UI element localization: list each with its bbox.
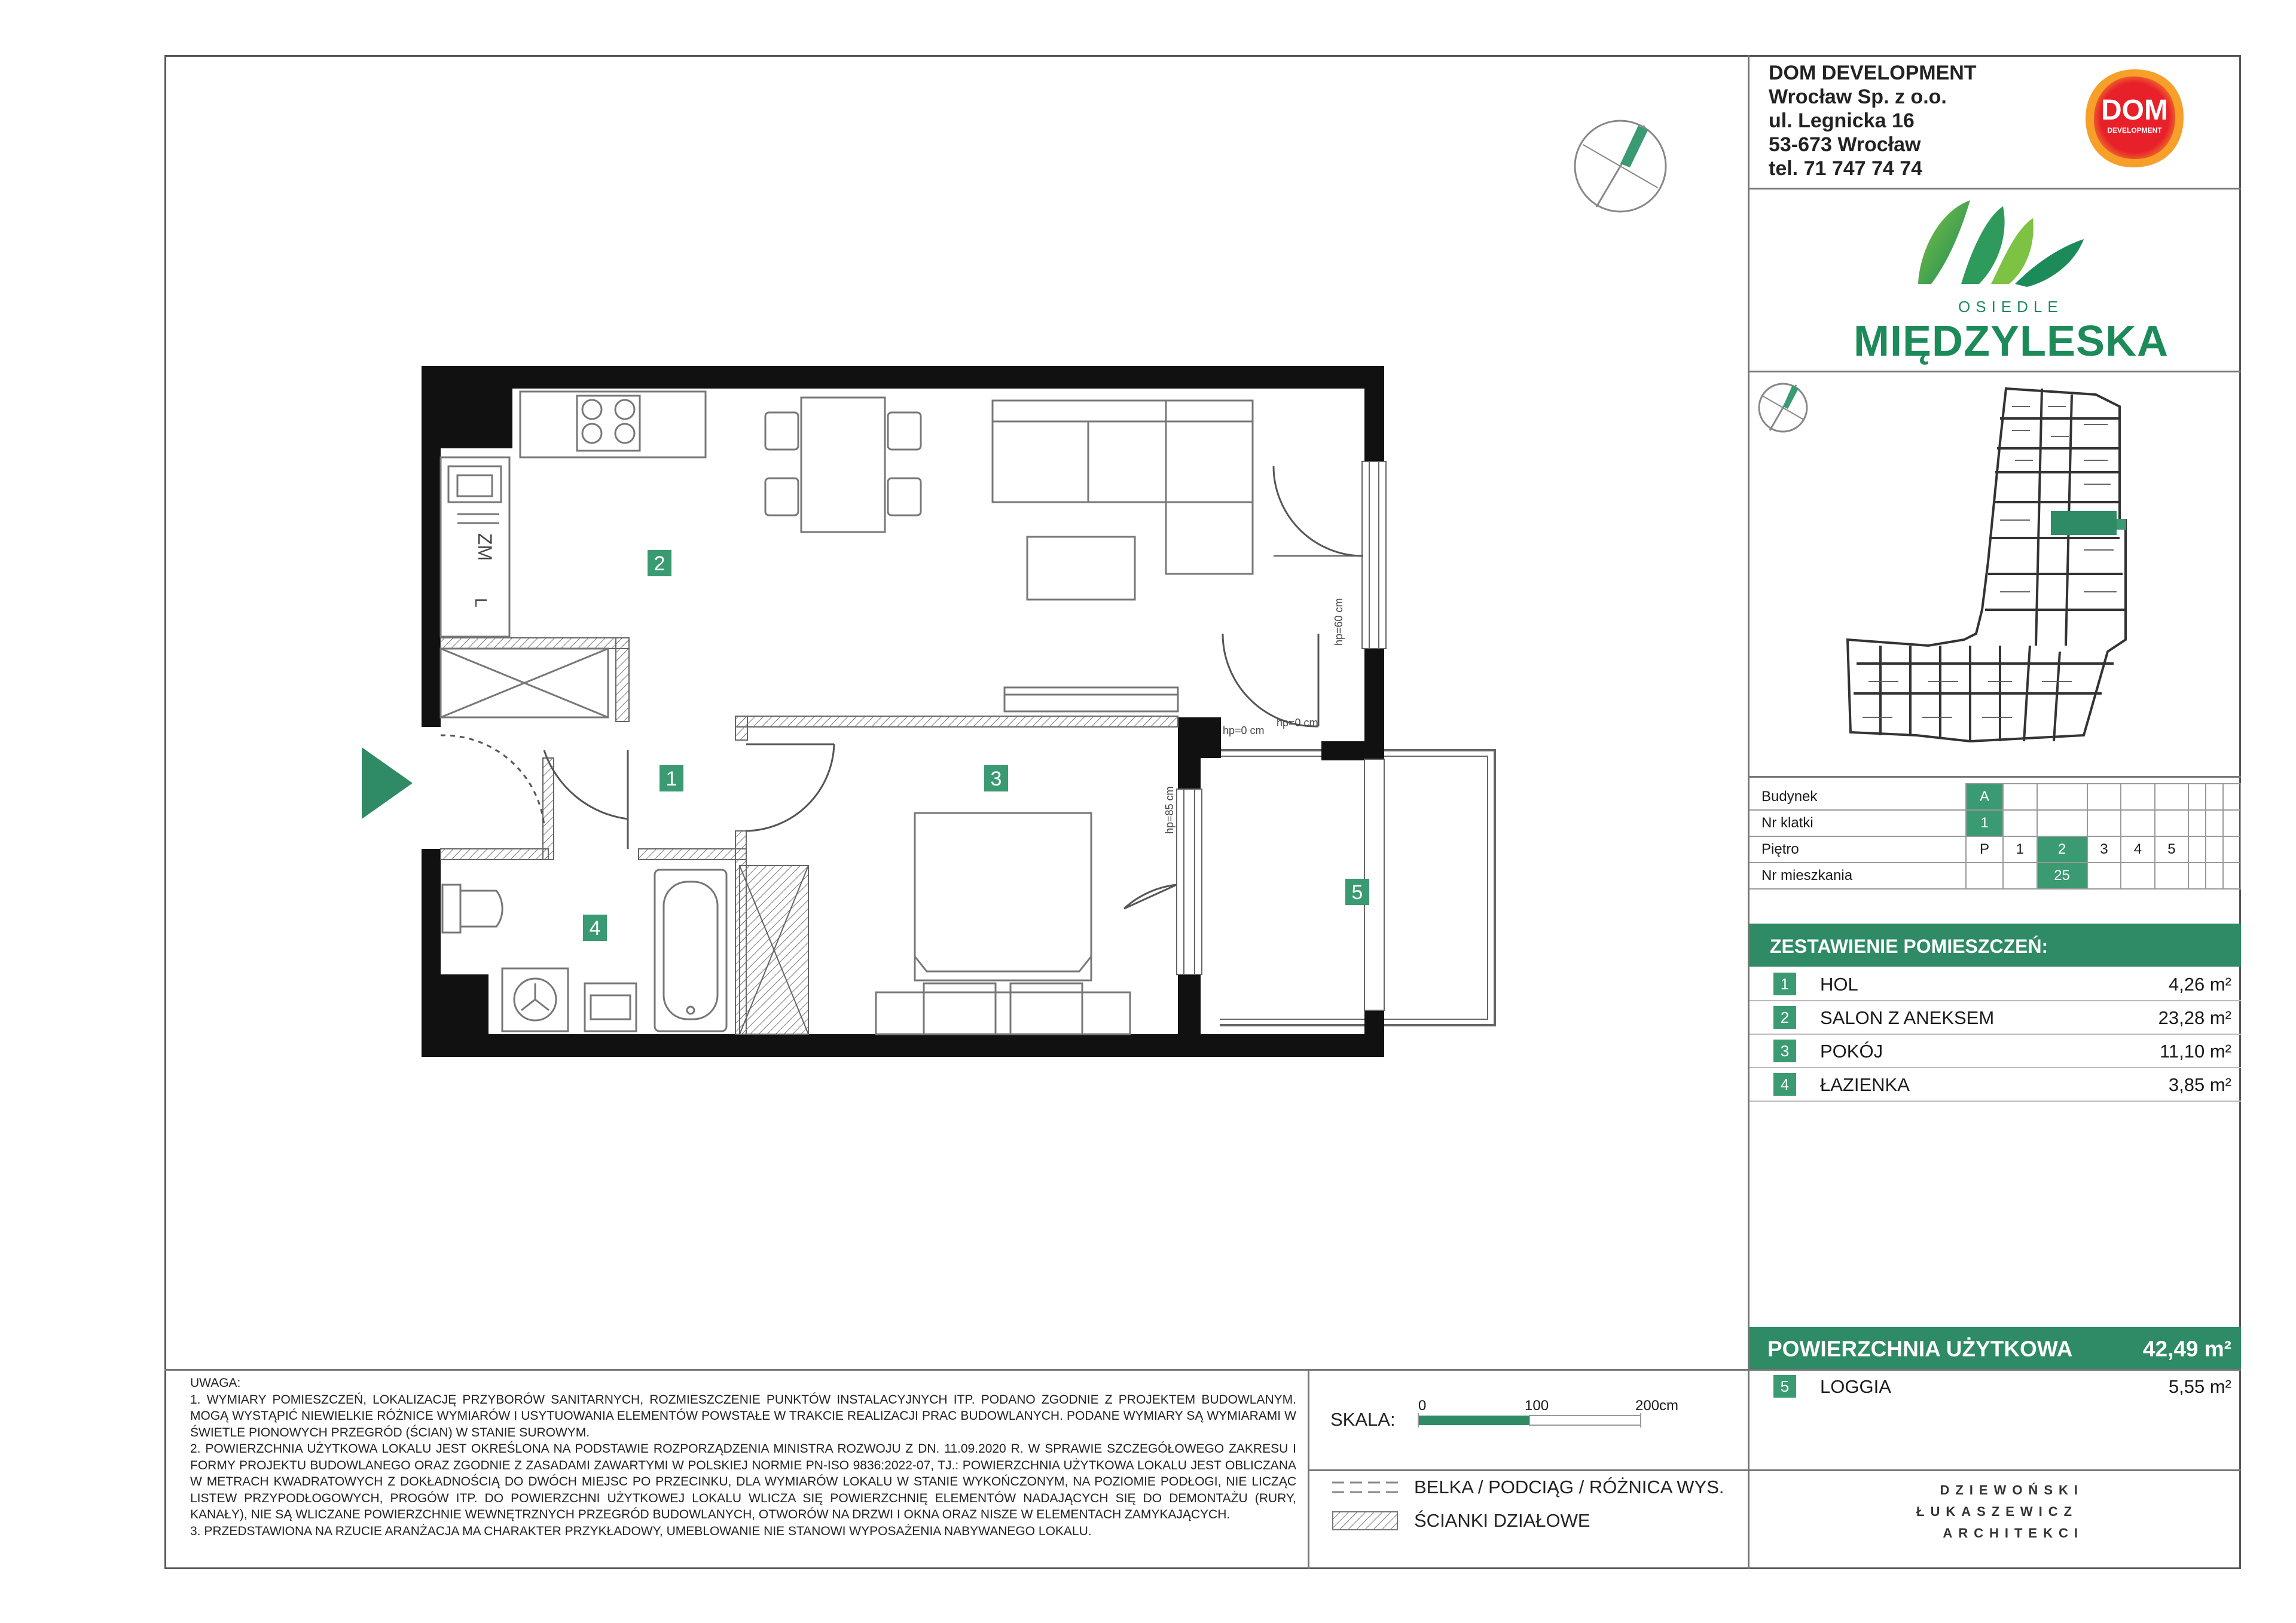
scale-label: SKALA:: [1330, 1409, 1396, 1430]
bedroom-furniture: [876, 687, 1178, 1034]
info-row-mieszkanie: [1750, 863, 2240, 889]
room-name: HOL: [1820, 974, 1858, 995]
info-cell: P: [1966, 836, 2003, 863]
info-label: Nr mieszkania: [1750, 863, 1966, 889]
notes-item: 2. POWIERZCHNIA UŻYTKOWA LOKALU JEST OKREŚLONA NA PODSTAWIE ROZPORZĄDZENIA MINISTRA ROZWOJU Z DN. 11.09.2020 R. W SPRAWIE SZCZEGÓŁOWEGO ZAKRESU I FORMY PROJEKTU BUDOWLANEGO ORAZ ZGODNIE Z ZASADAMI ZAWARTYMI W POLSKIEJ NORMIE PN-ISO 9836:2022-07, TJ.: POWIERZCHNIA UŻYTKOWA LOKALU JEST OBLICZANA W METRACH KWADRATOWYCH Z DOKŁADNOŚCIĄ DO DWÓCH MIEJSC PO PRZECINKU, DLA WYMIARÓW LOKALU W STANIE WYKOŃCZONYM, NA POZIOMIE PODŁOGI, NIE LICZĄC LISTEW PRZYPODŁOGOWYCH, PROGÓW ITP. DO POWIERZCHNI UŻYTKOWEJ LOKALU WLICZA SIĘ POWIERZCHNIĘ ELEMENTÓW NADAJĄCYCH SIĘ DO DEMONTAŻU (RURY, KANAŁY), NIE SĄ WLICZANE POWIERZCHNIE WEWNĘTRZNYCH PRZEGRÓD BUDOWLANYCH, OTWORÓW NA DRZWI I OKNA ORAZ NISZE W ELEMENTACH ZAMYKAJĄCYCH.: [190, 1442, 1296, 1521]
info-row-klatka: [1750, 810, 2240, 836]
info-cell: 1: [2003, 836, 2037, 863]
info-label: Nr klatki: [1750, 810, 1966, 836]
info-cell: [2188, 810, 2206, 836]
scale-bar: [1417, 1413, 1642, 1428]
legend-beam: BELKA / PODCIĄG / RÓŻNICA WYS.: [1414, 1477, 1724, 1497]
room-area: 3,85 m²: [2168, 1074, 2231, 1095]
north-arrow-small-icon: [1757, 381, 1809, 434]
legend-partition: ŚCIANKI DZIAŁOWE: [1414, 1510, 1590, 1531]
scale-tick-100: 100: [1525, 1398, 1549, 1414]
beam-line-swatch: [1332, 1479, 1398, 1496]
partition-swatch: [1332, 1511, 1398, 1530]
room-marker-label: 1: [665, 768, 677, 790]
room-marker-label: 3: [990, 768, 1002, 790]
usable-area-bar: [1750, 1327, 2241, 1369]
info-cell: 1: [1966, 810, 2003, 836]
scale-tick-200: 200cm: [1635, 1398, 1679, 1414]
room-name: POKÓJ: [1820, 1041, 1883, 1062]
info-cell: [2121, 810, 2155, 836]
project-subtitle: OSIEDLE: [1958, 298, 2063, 316]
info-cell: A: [1966, 784, 2003, 810]
washer-label: L: [472, 598, 490, 607]
info-label: Budynek: [1750, 784, 1966, 810]
info-cell: [2188, 836, 2206, 863]
exterior-walls: [422, 366, 1384, 1057]
info-cell: [2188, 863, 2206, 889]
bottom-divider-h3: [1748, 1469, 2241, 1471]
info-cell: [2121, 863, 2155, 889]
project-title: MIĘDZYLESKA: [1854, 317, 2169, 365]
company-line: Wrocław Sp. z o.o.: [1769, 85, 1947, 108]
room-marker: [583, 915, 607, 941]
room-number: 2: [1773, 1006, 1796, 1029]
info-cell: [2121, 784, 2155, 810]
room-number: 4: [1773, 1073, 1796, 1096]
info-cell: [2003, 784, 2037, 810]
company-info: [1769, 61, 1977, 181]
room-marker-label: 2: [654, 552, 665, 575]
architect-line: ŁUKASZEWICZ: [1916, 1504, 2078, 1519]
dining-set: [765, 398, 921, 532]
info-cell: 4: [2121, 836, 2155, 863]
floor-plan: [335, 347, 1531, 1088]
info-cell: [2223, 863, 2240, 889]
info-cell: [2087, 863, 2121, 889]
osiedle-logo-mark: [1913, 194, 2087, 290]
company-line: tel. 71 747 74 74: [1769, 157, 1923, 180]
notes-item: 3. PRZEDSTAWIONA NA RZUCIE ARANŻACJA MA CHARAKTER PRZYKŁADOWY, UMEBLOWANIE NIE STANOWI WYPOSAŻENIA NABYWANEGO LOKALU.: [190, 1524, 1092, 1538]
room-number: 3: [1773, 1040, 1796, 1062]
room-marker: [1345, 879, 1369, 905]
info-cell: 3: [2087, 836, 2121, 863]
dom-development-logo: [2081, 65, 2188, 172]
panel-divider: [1748, 55, 1750, 1370]
info-cell: [2037, 810, 2087, 836]
room-marker: [648, 550, 671, 576]
info-cell: 5: [2155, 836, 2189, 863]
info-cell: [2188, 784, 2206, 810]
dim-label-window-height: hp=60 cm: [1333, 598, 1345, 646]
info-row-pietro: [1750, 836, 2240, 863]
info-cell: [2223, 784, 2240, 810]
dim-label-threshold: hp=0 cm: [1223, 725, 1265, 736]
info-cell: 2: [2037, 836, 2087, 863]
info-cell: [2003, 863, 2037, 889]
rooms-header: [1750, 924, 2241, 967]
room-row: [1750, 1034, 2241, 1068]
company-line: 53-673 Wrocław: [1769, 133, 1921, 156]
info-cell: [2087, 810, 2121, 836]
dim-label-bedroom-window: hp=85 cm: [1164, 786, 1176, 834]
sofa: [993, 401, 1253, 600]
scale-tick-0: 0: [1418, 1398, 1427, 1414]
room-name: LOGGIA: [1820, 1376, 1891, 1397]
north-arrow-icon: [1573, 118, 1668, 214]
fridge-label: ZM: [474, 533, 496, 561]
architect-line: ARCHITEKCI: [1943, 1526, 2084, 1541]
info-cell: 25: [2037, 863, 2087, 889]
info-cell: [2206, 863, 2223, 889]
dim-label-threshold: hp=0 cm: [1277, 717, 1318, 729]
info-cell: [2155, 810, 2189, 836]
loggia-row: [1750, 1369, 2241, 1402]
room-number: 1: [1773, 973, 1796, 995]
info-cell: [2155, 784, 2189, 810]
room-row: [1750, 1067, 2241, 1102]
info-cell: [1966, 863, 2003, 889]
partition-walls: [441, 638, 1178, 1034]
room-area: 4,26 m²: [2168, 974, 2231, 995]
info-row-budynek: [1750, 784, 2240, 810]
room-marker-label: 5: [1351, 881, 1363, 904]
info-cell: [2037, 784, 2087, 810]
panel-divider-h1: [1748, 188, 2241, 189]
logo-text-development: DEVELOPMENT: [2107, 126, 2162, 135]
notes-section: [190, 1375, 1296, 1539]
room-row: [1750, 967, 2241, 1001]
architect-logo: [1916, 1480, 2084, 1544]
info-cell: [2223, 810, 2240, 836]
bottom-divider-h2: [1308, 1469, 1748, 1471]
info-label: Piętro: [1750, 836, 1966, 863]
doors: [441, 466, 1363, 909]
room-area: 23,28 m²: [2158, 1007, 2231, 1028]
info-cell: [2087, 784, 2121, 810]
room-marker: [660, 765, 683, 791]
usable-area-label: POWIERZCHNIA UŻYTKOWA: [1767, 1337, 2073, 1361]
room-name: SALON Z ANEKSEM: [1820, 1007, 1995, 1028]
building-key-plan: [1845, 383, 2203, 747]
info-cell: [2223, 836, 2240, 863]
company-line: ul. Legnicka 16: [1769, 109, 1915, 132]
room-number: 5: [1773, 1375, 1796, 1398]
room-name: ŁAZIENKA: [1820, 1074, 1910, 1095]
info-cell: [2155, 863, 2189, 889]
room-area: 11,10 m²: [2159, 1041, 2231, 1062]
apartment-info-table: [1750, 783, 2241, 890]
rooms-header-text: ZESTAWIENIE POMIESZCZEŃ:: [1770, 936, 2048, 957]
company-line: DOM DEVELOPMENT: [1769, 62, 1977, 84]
notes-title: UWAGA:: [190, 1376, 241, 1390]
info-cell: [2003, 810, 2037, 836]
info-cell: [2206, 784, 2223, 810]
panel-divider-h3: [1748, 776, 2241, 778]
usable-area-value: 42,49 m²: [2142, 1337, 2231, 1361]
room-marker-label: 4: [589, 917, 601, 940]
panel-divider-h2: [1748, 371, 2241, 372]
room-row: [1750, 1000, 2241, 1035]
logo-text-dom: DOM: [2101, 94, 2168, 126]
room-marker: [984, 765, 1008, 791]
architect-line: DZIEWOŃSKI: [1940, 1483, 2084, 1497]
notes-item: 1. WYMIARY POMIESZCZEŃ, LOKALIZACJĘ PRZYBORÓW SANITARNYCH, ROZMIESZCZENIE PUNKTÓW INSTALACYJNYCH ITP. PODANO ZGODNIE Z PROJEKTEM BUDOWLANYM. MOGĄ WYSTĄPIĆ NIEWIELKIE RÓŻNICE WYMIARÓW I USYTUOWANIA ELEMENTÓW POWSTAŁE W TRAKCIE REALIZACJI PRAC BUDOWLANYCH. PODANE WYMIARY SĄ WYMIARAMI W ŚWIETLE PIONOWYCH PRZEGRÓD (ŚCIAN) W STANIE SUROWYM.: [190, 1392, 1296, 1439]
entrance-arrow-icon: [362, 747, 413, 819]
info-cell: [2206, 836, 2223, 863]
room-area: 5,55 m²: [2168, 1376, 2231, 1397]
info-cell: [2206, 810, 2223, 836]
